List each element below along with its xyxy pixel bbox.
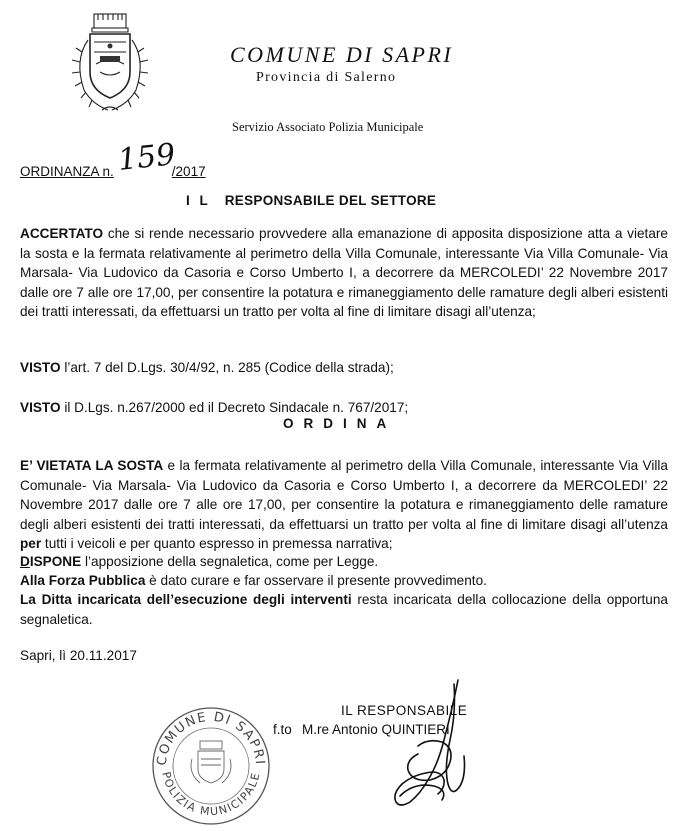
dispone-line: DISPONE l’apposizione della segnaletica, come per Legge. (20, 554, 379, 569)
stamp-bottom-text: POLIZIA MUNICIPALE (159, 770, 263, 819)
signatory-name: M.re Antonio QUINTIERI (302, 722, 450, 737)
place-date: Sapri, lì 20.11.2017 (20, 648, 137, 663)
municipal-stamp (148, 703, 274, 829)
handwritten-signature (370, 676, 480, 826)
coat-of-arms-crest (66, 12, 154, 118)
divieto-paragraph: E’ VIETATA LA SOSTA e la fermata relativamente al perimetro della Villa Comunale, interessante Via Villa Comunale- Via Marsala- Via Ludovico da Casoria e Corso Umberto I, a decorrere da MERCOLEDI’ 22 Novembre 2017 dalle ore 7 alle ore 17,00, per consentire la potatura e rimaneggiamento delle ramature degli alberi esistenti dei tratti interessati, da effettuarsi un tratto per volta al fine di limitare disagi all’utenza per tutti i veicoli e per quanto espresso in premessa narrativa; (20, 458, 668, 551)
fto-label: f.to (273, 722, 292, 737)
forza-pubblica-line: Alla Forza Pubblica è dato curare e far osservare il presente provvedimento. (20, 573, 487, 588)
svg-text:COMUNE DI SAPRI (155, 710, 267, 766)
ordinanza-line (20, 164, 206, 179)
ordinanza-year: /2017 (171, 164, 206, 179)
stamp-top-text: COMUNE DI SAPRI (154, 709, 268, 767)
ordinanza-label: ORDINANZA (20, 164, 99, 179)
accertato-paragraph: ACCERTATO che si rende necessario provvedere alla emanazione di apposita disposizione atta a vietare la sosta e la fermata relativamente al perimetro della Villa Comunale, interessante Via Villa Comunale- Via Marsala- Via Ludovico da Casoria e Corso Umberto I, a decorrere da MERCOLEDI’ 22 Novembre 2017 dalle ore 7 alle ore 17,00, per consentire la potatura e rimaneggiamento delle ramature degli alberi esistenti dei tratti interessati, da effettuarsi un tratto per volta al fine di limitare disagi all’utenza; (20, 226, 668, 319)
servizio-name: Servizio Associato Polizia Municipale (232, 120, 424, 134)
provincia-name: Provincia di Salerno (256, 70, 397, 85)
visto-paragraph-2: VISTO il D.Lgs. n.267/2000 ed il Decreto Sindacale n. 767/2017; (20, 400, 409, 415)
comune-name: COMUNE DI SAPRI (230, 42, 454, 67)
signature-role: IL RESPONSABILE (341, 703, 468, 718)
section-title: I L RESPONSABILE DEL SETTORE (186, 193, 437, 208)
ordina-heading: ORDINA (283, 416, 397, 431)
ditta-paragraph: La Ditta incaricata dell’esecuzione degli interventi resta incaricata della collocazione della opportuna segnaletica. (20, 592, 668, 627)
visto-paragraph-1: VISTO l’art. 7 del D.Lgs. 30/4/92, n. 285 (Codice della strada); (20, 360, 394, 375)
ordinanza-handwritten-number: 159 (116, 137, 177, 178)
ordinanza-n-label: n. (102, 164, 114, 179)
